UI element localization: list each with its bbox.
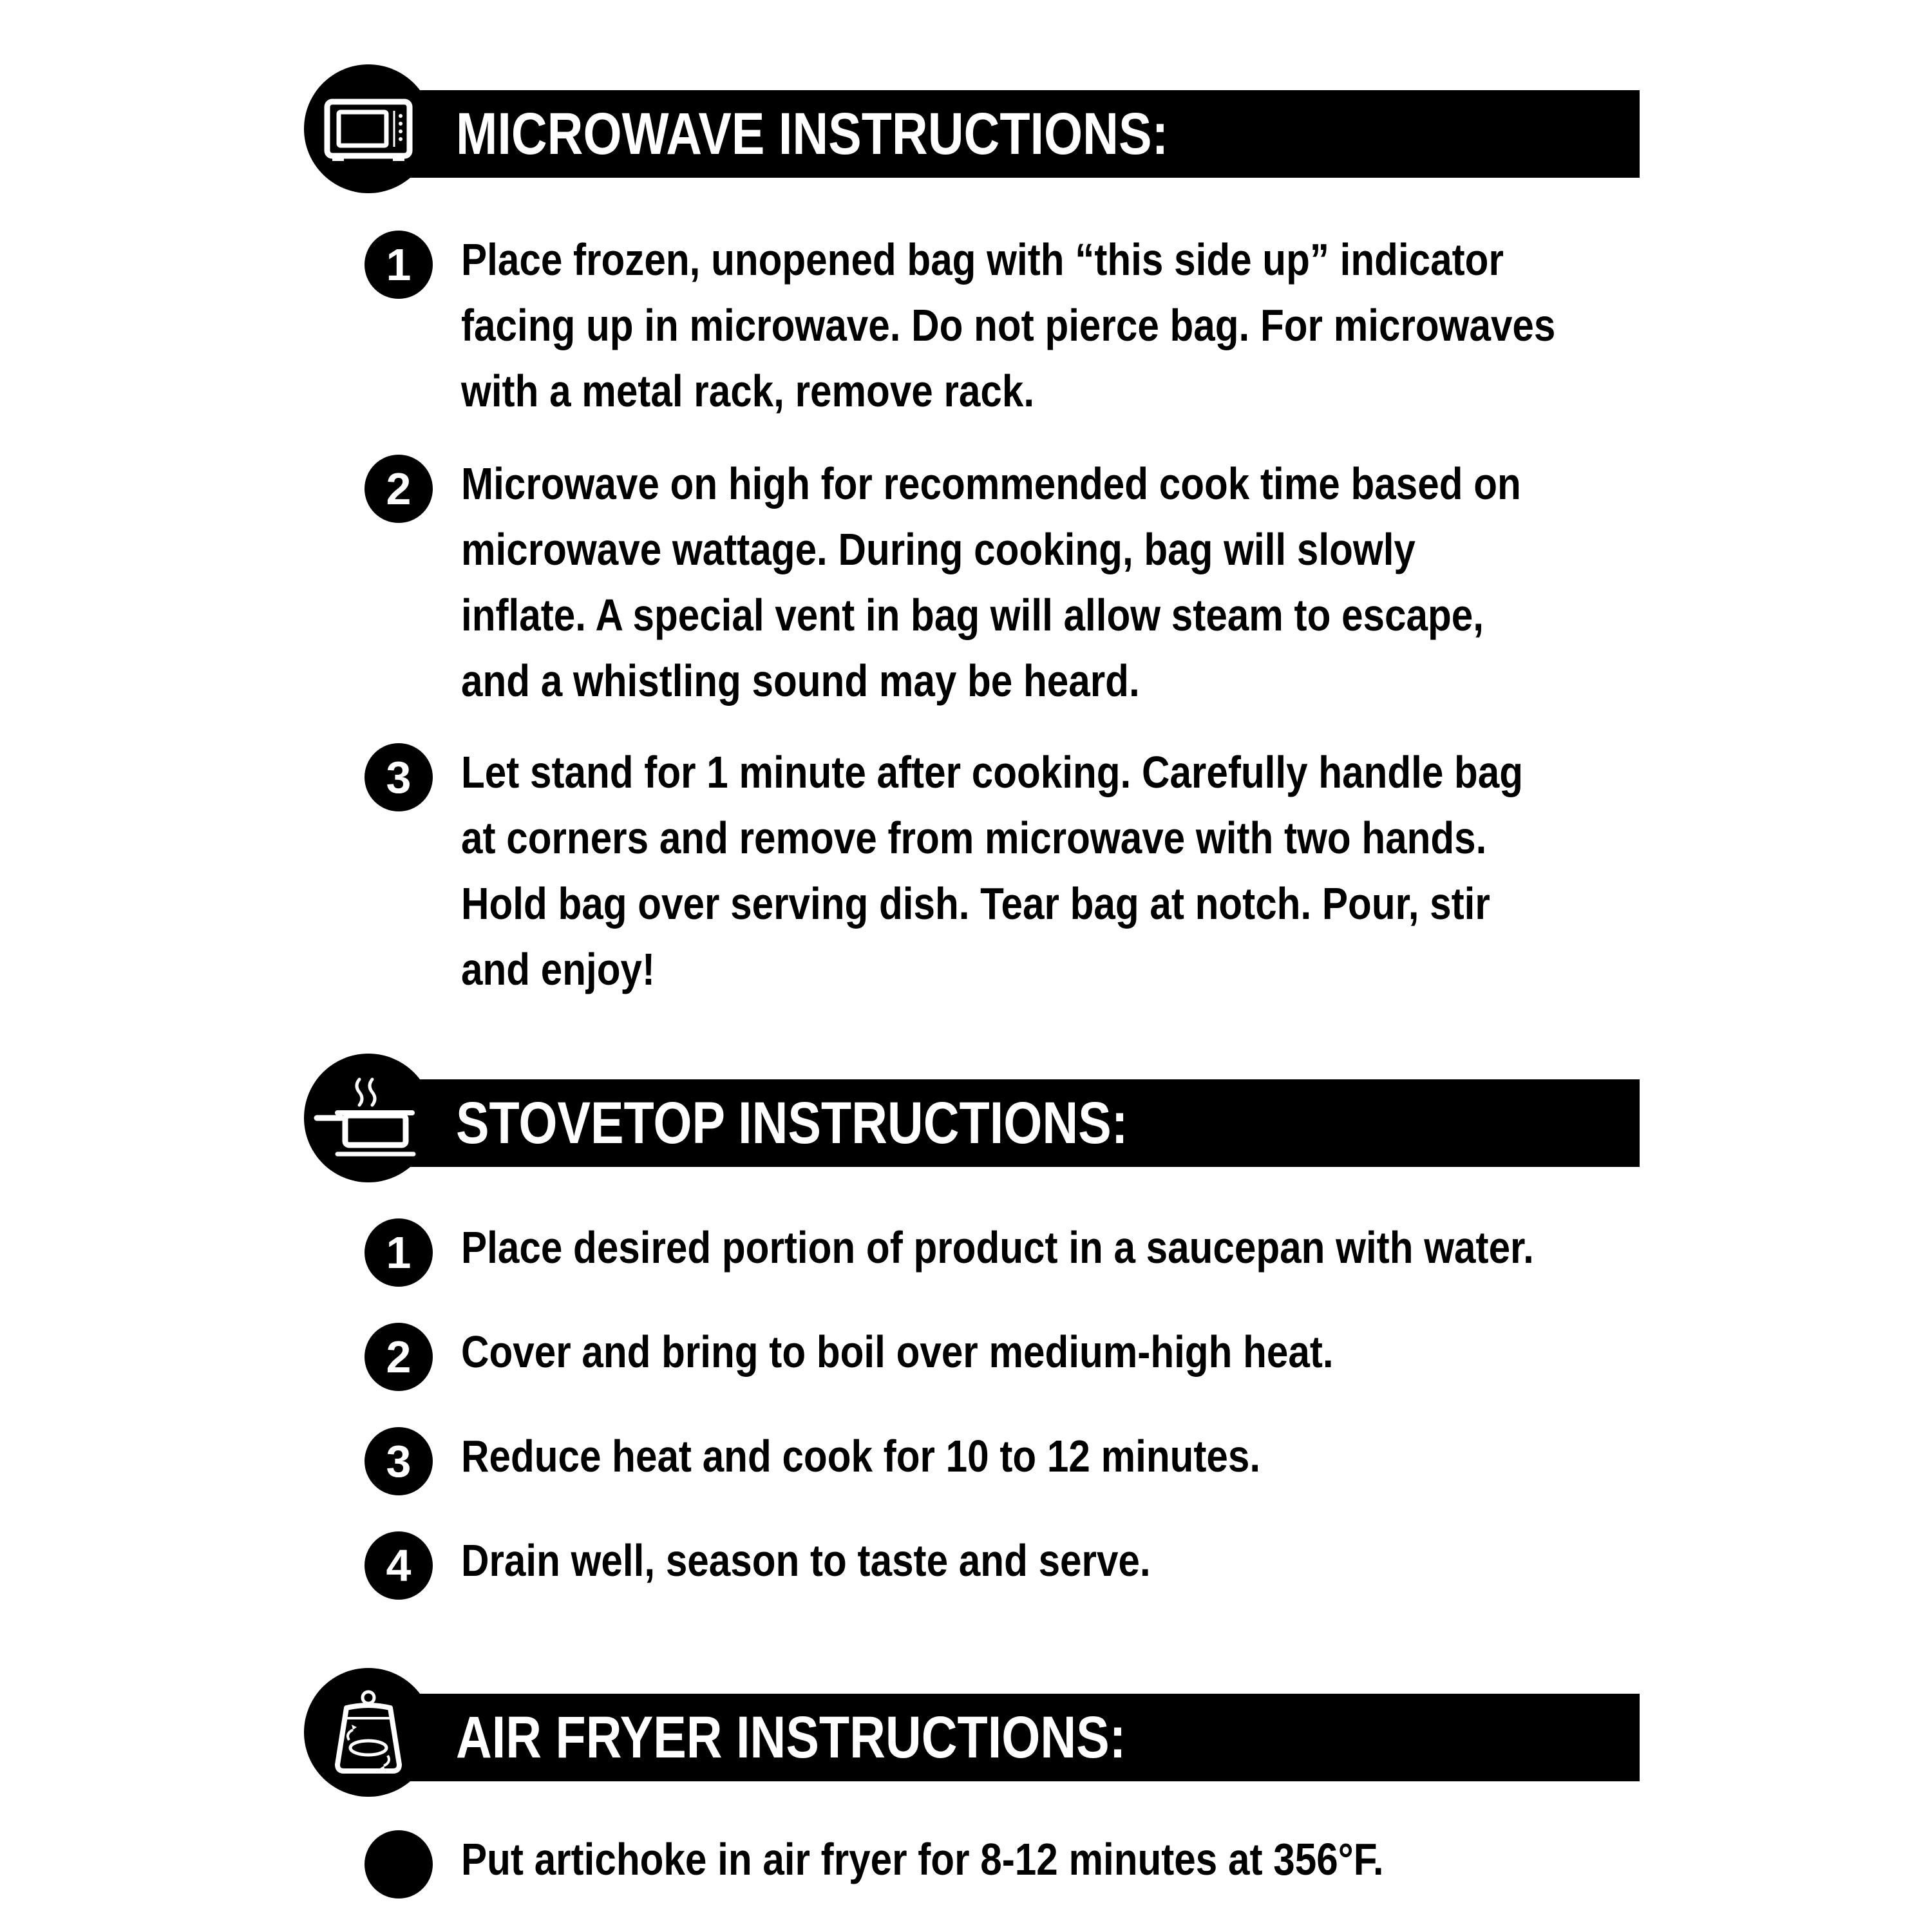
step-number-badge: 2	[365, 1323, 433, 1391]
step-bullet	[365, 1830, 433, 1899]
air-fryer-icon	[304, 1668, 433, 1797]
step-number-badge: 1	[365, 231, 433, 299]
step-number-badge: 4	[365, 1531, 433, 1600]
step-text: Cover and bring to boil over medium-high heat.	[461, 1327, 1334, 1377]
microwave-icon	[304, 64, 433, 193]
step-text: Reduce heat and cook for 10 to 12 minutes.	[461, 1431, 1261, 1481]
step-text: Microwave on high for recommended cook time based on microwave wattage. During cooking, bag will slowly inflate. A special vent in bag will allow steam to escape, and a whistling sound may be heard.	[461, 459, 1521, 706]
saucepan-icon	[304, 1054, 433, 1182]
step-text: Place frozen, unopened bag with “this side up” indicator facing up in microwave. Do not pierce bag. For microwaves with a metal rack, remove rack.	[461, 234, 1556, 416]
step-text: Put artichoke in air fryer for 8-12 minutes at 356°F.	[461, 1834, 1384, 1884]
stovetop-title: STOVETOP INSTRUCTIONS:	[456, 1090, 1128, 1156]
step-text: Drain well, season to taste and serve.	[461, 1535, 1151, 1586]
microwave-header	[304, 64, 1640, 187]
air-fryer-header	[304, 1668, 1640, 1790]
step-number-badge: 3	[365, 1427, 433, 1495]
microwave-title: MICROWAVE INSTRUCTIONS:	[456, 101, 1169, 167]
step-number-badge: 2	[365, 455, 433, 523]
air-fryer-title: AIR FRYER INSTRUCTIONS:	[456, 1705, 1126, 1770]
step-text: Let stand for 1 minute after cooking. Carefully handle bag at corners and remove from microwave with two hands. Hold bag over serving dish. Tear bag at notch. Pour, stir and enjoy!	[461, 747, 1524, 994]
step-text: Place desired portion of product in a saucepan with water.	[461, 1222, 1534, 1273]
step-number-badge: 3	[365, 743, 433, 811]
stovetop-header	[304, 1054, 1640, 1176]
step-number-badge: 1	[365, 1218, 433, 1287]
